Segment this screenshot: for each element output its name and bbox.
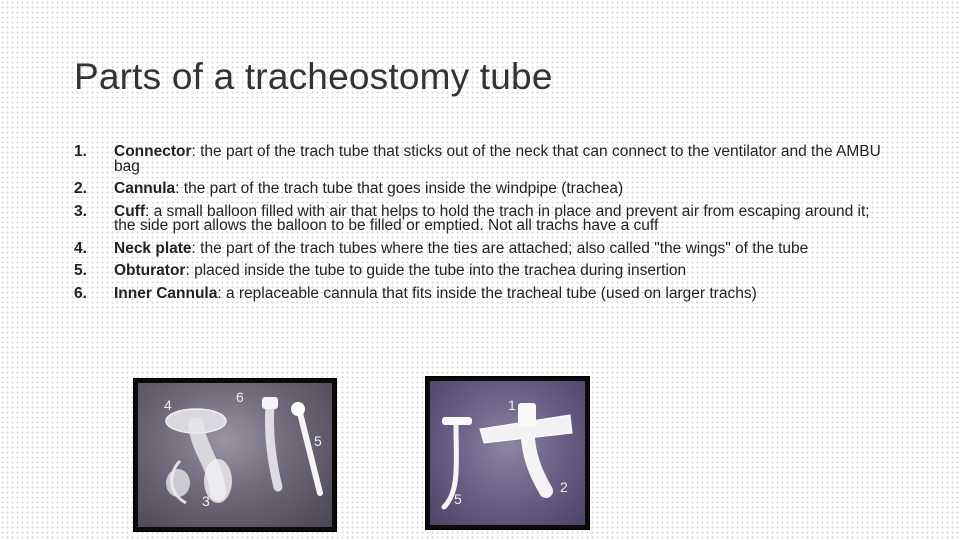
part-term: Cuff <box>114 202 145 220</box>
list-number: 4. <box>74 239 87 257</box>
inner-cannula-shape <box>269 405 278 487</box>
part-description: : placed inside the tube to guide the tube into the trachea during insertion <box>185 262 687 279</box>
list-text <box>114 145 894 174</box>
assembled-trach-photo <box>425 376 590 530</box>
obturator-handle-shape <box>291 402 305 416</box>
part-number-label: 5 <box>314 433 322 449</box>
part-number-label: 2 <box>560 479 568 495</box>
slide-title: Parts of a tracheostomy tube <box>74 56 553 97</box>
part-term: Connector <box>114 143 192 160</box>
photo-background <box>138 383 332 527</box>
part-number-label: 4 <box>164 397 172 413</box>
parts-list <box>74 145 894 309</box>
list-number: 2. <box>74 180 87 197</box>
part-description: : the part of the trach tubes where the ties are attached; also called "the wings" of the tube <box>191 239 809 257</box>
part-description: : a replaceable cannula that fits inside the tracheal tube (used on larger trachs) <box>217 284 757 302</box>
list-number: 5. <box>74 262 87 279</box>
part-number-label: 5 <box>454 491 462 507</box>
list-text <box>114 182 894 197</box>
part-number-label: 1 <box>508 397 516 413</box>
list-item <box>74 239 894 257</box>
part-term: Cannula <box>114 180 176 197</box>
list-item <box>74 145 894 174</box>
obturator-shape <box>300 413 320 493</box>
list-text <box>114 239 894 257</box>
connector-shape <box>518 403 536 427</box>
list-text <box>114 264 894 279</box>
list-number: 1. <box>74 143 87 160</box>
part-term: Inner Cannula <box>114 284 218 302</box>
cannula-shape <box>528 439 546 491</box>
part-description: : a small balloon filled with air that helps to hold the trach in place and prevent air from escaping around it; the side port allows the balloon to be filled or emptied. Not all trachs have a cuff <box>114 202 870 234</box>
pilot-balloon-shape <box>166 469 190 497</box>
list-item <box>74 182 894 197</box>
photo-background <box>430 381 585 525</box>
list-text <box>114 202 894 234</box>
part-term: Obturator <box>114 262 186 279</box>
part-number-label: 3 <box>202 493 210 509</box>
trach-parts-photo <box>133 378 337 532</box>
list-number: 6. <box>74 284 87 302</box>
part-description: : the part of the trach tube that goes inside the windpipe (trachea) <box>175 180 624 197</box>
inner-cannula-hub-shape <box>262 397 278 409</box>
list-item <box>74 264 894 279</box>
list-number: 3. <box>74 202 87 220</box>
part-description: : the part of the trach tube that sticks out of the neck that can connect to the ventilator and the AMBU bag <box>114 143 881 175</box>
list-item <box>74 202 894 234</box>
part-number-label: 6 <box>236 389 244 405</box>
list-item <box>74 284 894 302</box>
part-term: Neck plate <box>114 239 192 257</box>
list-text <box>114 284 894 302</box>
